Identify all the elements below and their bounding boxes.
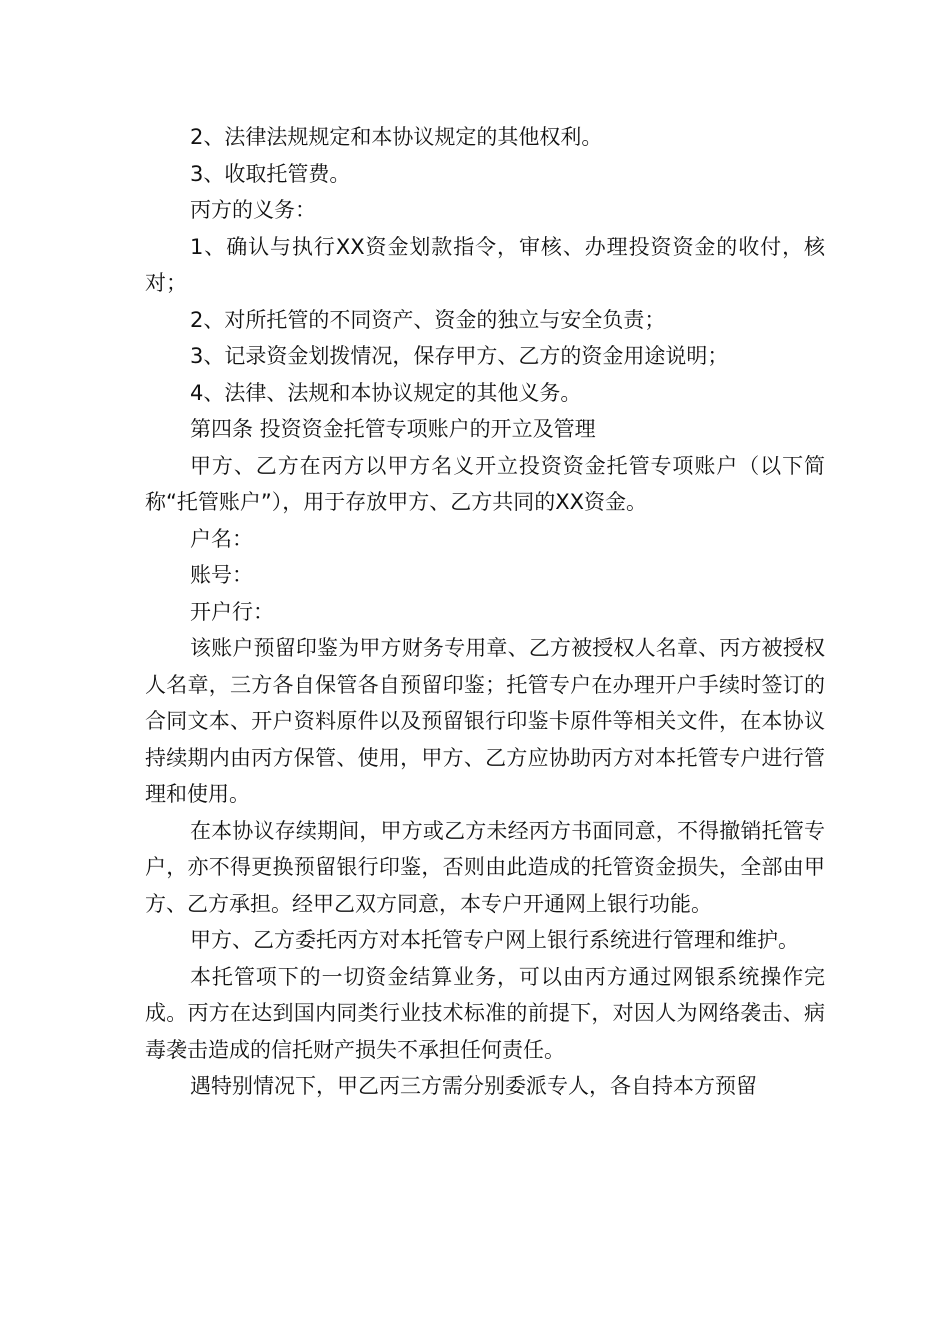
paragraph-settlement: 本托管项下的一切资金结算业务，可以由丙方通过网银系统操作完成。丙方在达到国内同类行业技术标准的前提下，对因人为网络袭击、病毒袭击造成的信托财产损失不承担任何责任。 [145, 964, 825, 1062]
paragraph-obligation-3: 3、记录资金划拨情况，保存甲方、乙方的资金用途说明； [190, 344, 729, 368]
paragraph-rights-2: 2、法律法规规定和本协议规定的其他权利。 [190, 125, 603, 149]
paragraph-online-banking: 甲方、乙方委托丙方对本托管专户网上银行系统进行管理和维护。 [190, 928, 799, 952]
paragraph-special-circumstances: 遇特别情况下，甲乙丙三方需分别委派专人，各自持本方预留 [190, 1074, 757, 1098]
paragraph-seal: 该账户预留印鉴为甲方财务专用章、乙方被授权人名章、丙方被授权人名章，三方各自保管各自预留印鉴；托管专户在办理开户手续时签订的合同文本、开户资料原件以及预留银行印鉴卡原件等相关文件，在本协议持续期内由丙方保管、使用，甲方、乙方应协助丙方对本托管专户进行管理和使用。 [145, 636, 825, 806]
paragraph-bing-obligations-heading: 丙方的义务： [190, 198, 316, 222]
paragraph-duration: 在本协议存续期间，甲方或乙方未经丙方书面同意，不得撤销托管专户，亦不得更换预留银行印鉴，否则由此造成的托管资金损失，全部由甲方、乙方承担。经甲乙双方同意，本专户开通网上银行功能。 [145, 818, 825, 916]
document-page [145, 119, 825, 1105]
field-account-name: 户名： [190, 526, 253, 551]
field-account-number: 账号： [190, 563, 253, 587]
paragraph-obligation-2: 2、对所托管的不同资产、资金的独立与安全负责； [190, 307, 666, 332]
field-opening-bank: 开户行： [190, 599, 274, 624]
paragraph-obligation-4: 4、法律、法规和本协议规定的其他义务。 [190, 380, 582, 405]
paragraph-rights-3: 3、收取托管费。 [190, 161, 351, 186]
paragraph-obligation-1: 1、确认与执行XX资金划款指令，审核、办理投资资金的收付，核对； [145, 234, 825, 295]
paragraph-account-opening: 甲方、乙方在丙方以甲方名义开立投资资金托管专项账户（以下简称“托管账户”），用于存放甲方、乙方共同的XX资金。 [145, 453, 825, 514]
article-4-heading: 第四条 投资资金托管专项账户的开立及管理 [190, 417, 596, 441]
